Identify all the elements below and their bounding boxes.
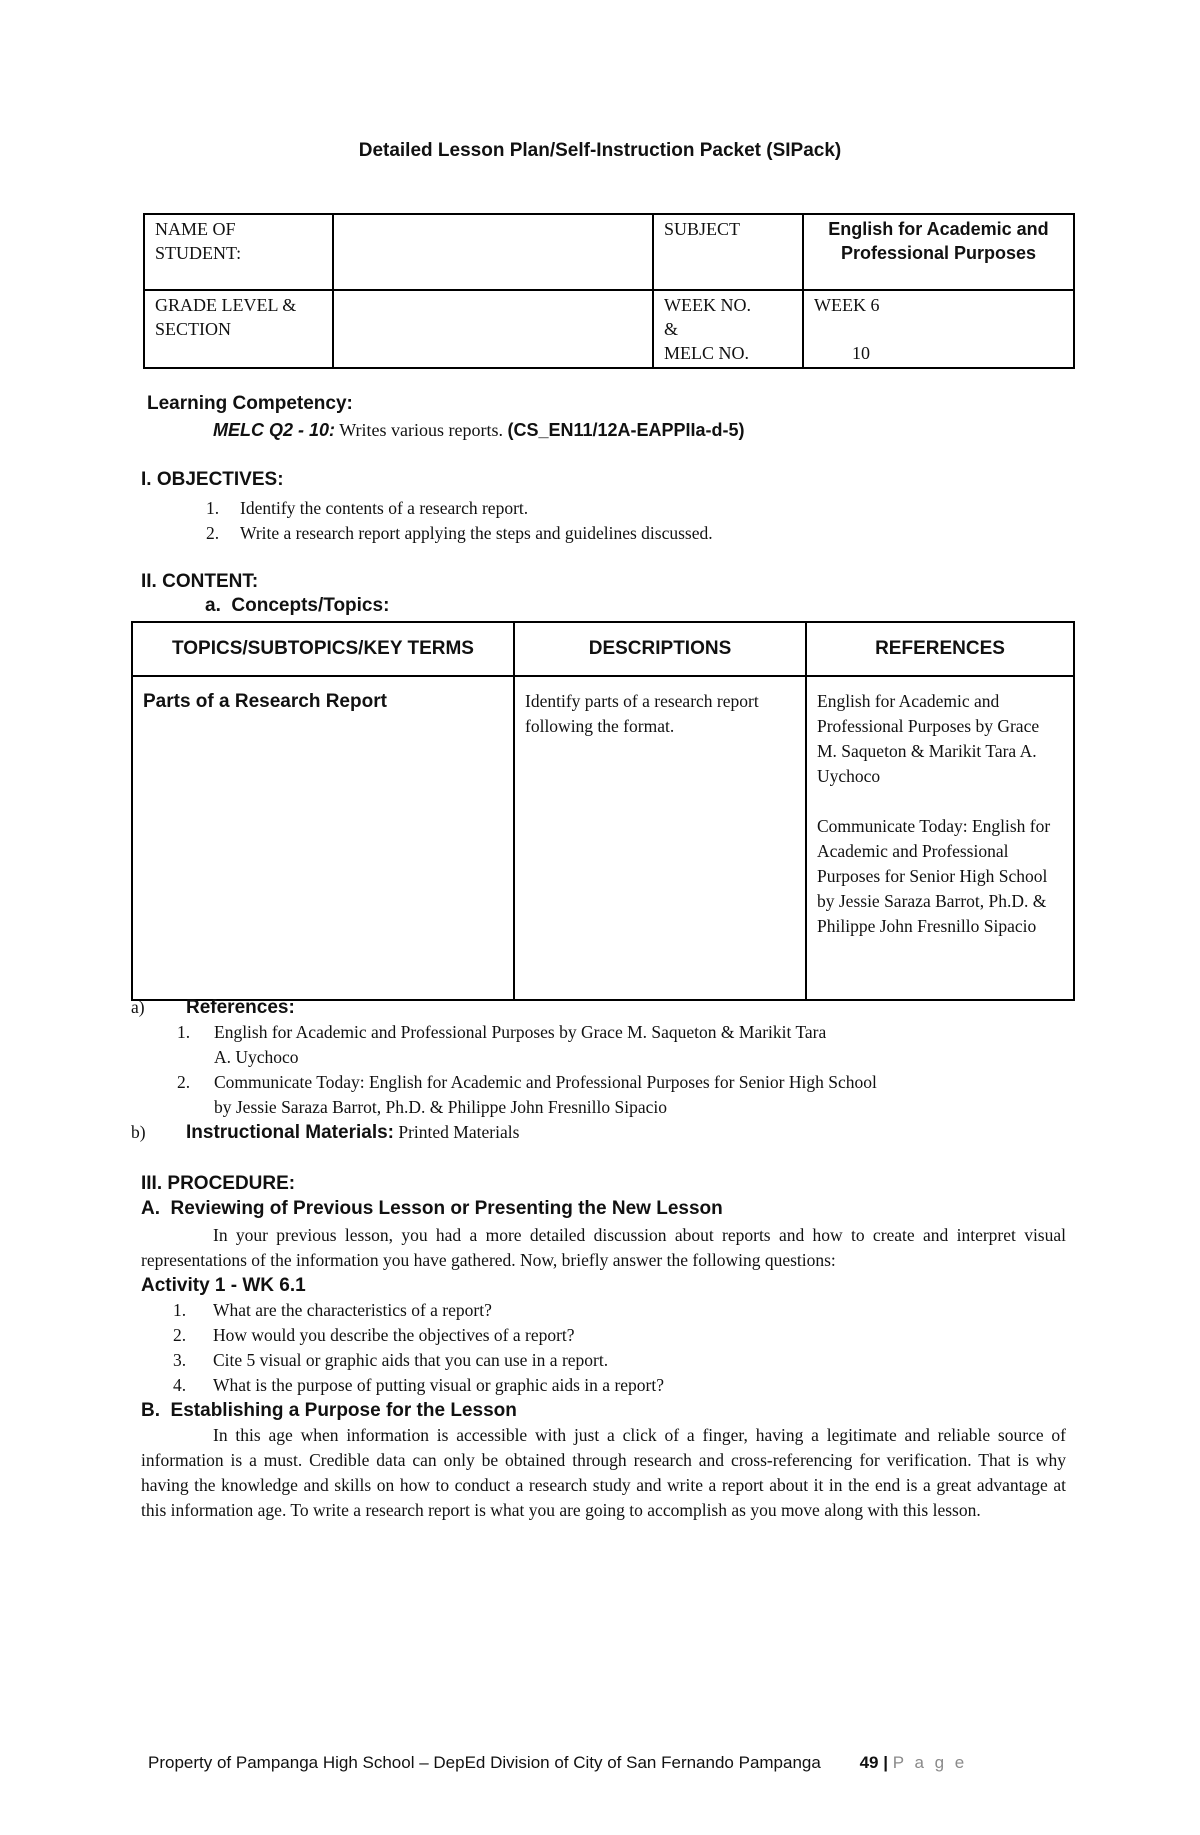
procedure-heading: III. PROCEDURE: xyxy=(141,1173,296,1194)
melc-code: MELC Q2 - 10: xyxy=(213,420,336,440)
week-melc-label xyxy=(653,290,803,368)
ref-line: by Jessie Saraza Barrot, Ph.D. & Philippe John Fresnillo Sipacio xyxy=(214,1097,668,1117)
paragraph-a: In your previous lesson, you had a more detailed discussion about reports and how to create and interpret visual representations of the information you have gathered. Now, briefly answer the following questions: xyxy=(141,1225,1066,1270)
ref-num: 1. xyxy=(177,1022,191,1042)
melc-label: MELC NO. xyxy=(664,343,749,363)
references-section xyxy=(131,995,1031,1145)
grade-level-field[interactable] xyxy=(333,290,653,368)
ref-line: A. Uychoco xyxy=(214,1047,299,1067)
melc-text: Writes various reports. xyxy=(339,420,503,440)
week-melc-value xyxy=(803,290,1074,368)
week-value: WEEK 6 xyxy=(814,295,880,315)
list-item: 2. How would you describe the objectives of a report? xyxy=(173,1325,575,1345)
materials-label: Instructional Materials: xyxy=(186,1122,394,1143)
grade-level-label: GRADE LEVEL & SECTION xyxy=(144,290,333,368)
list-item: 2. Write a research report applying the steps and guidelines discussed. xyxy=(206,523,713,543)
list-item: 4. What is the purpose of putting visual or graphic aids in a report? xyxy=(173,1375,664,1395)
name-field[interactable] xyxy=(333,214,653,290)
document-title: Detailed Lesson Plan/Self-Instruction Packet (SIPack) xyxy=(358,140,842,161)
list-item: 1. What are the characteristics of a report? xyxy=(173,1300,492,1320)
reference-1: English for Academic and Professional Purposes by Grace M. Saqueton & Marikit Tara A. Uychoco xyxy=(817,691,1040,786)
references-header: REFERENCES xyxy=(806,622,1074,676)
topics-header: TOPICS/SUBTOPICS/KEY TERMS xyxy=(132,622,514,676)
section-b-heading: B. Establishing a Purpose for the Lesson xyxy=(141,1400,517,1421)
references-cell xyxy=(806,676,1074,1000)
section-a-heading: A. Reviewing of Previous Lesson or Presenting the New Lesson xyxy=(141,1198,723,1219)
descriptions-header: DESCRIPTIONS xyxy=(514,622,806,676)
ref-num: 2. xyxy=(177,1072,191,1092)
week-label: WEEK NO. xyxy=(664,295,751,315)
melc-ref: (CS_EN11/12A-EAPPIIa-d-5) xyxy=(507,420,745,440)
materials-value: Printed Materials xyxy=(398,1122,520,1142)
objectives-list xyxy=(206,496,713,546)
procedure-body xyxy=(141,1223,1066,1523)
subject-label: SUBJECT xyxy=(653,214,803,290)
name-label: NAME OF STUDENT: xyxy=(144,214,333,290)
ref-line: Communicate Today: English for Academic and Professional Purposes for Senior High School xyxy=(214,1072,877,1092)
paragraph-b: In this age when information is accessible with just a click of a finger, having a legitimate and reliable source of information is a must. Credible data can only be obtained through research and cross-referencing for verification. That is why having the knowledge and skills on how to conduct a research study and write a report about it in the end is a great advantage at this information age. To write a research report is what you are going to accomplish as you move along with this lesson. xyxy=(141,1425,1066,1520)
subject-value: English for Academic and Professional Purposes xyxy=(803,214,1074,290)
footer-text: Property of Pampanga High School – DepEd Division of City of San Fernando Pampanga xyxy=(148,1753,821,1772)
topic-cell: Parts of a Research Report xyxy=(132,676,514,1000)
content-heading: II. CONTENT: xyxy=(141,571,259,592)
student-info-table xyxy=(143,213,1075,369)
reference-2: Communicate Today: English for Academic and Professional Purposes for Senior High School by Jessie Saraza Barrot, Ph.D. & Philippe John Fresnillo Sipacio xyxy=(817,816,1051,936)
list-item: 1. Identify the contents of a research report. xyxy=(206,498,529,518)
melc-value: 10 xyxy=(852,343,870,363)
page-number: 49 | xyxy=(859,1753,888,1772)
melc-line xyxy=(213,420,745,441)
ref-marker-b: b) xyxy=(131,1122,146,1142)
page-word: P a g e xyxy=(892,1753,968,1772)
list-item: 3. Cite 5 visual or graphic aids that you can use in a report. xyxy=(173,1350,609,1370)
description-cell: Identify parts of a research report following the format. xyxy=(514,676,806,1000)
objectives-heading: I. OBJECTIVES: xyxy=(141,469,284,490)
ampersand-label: & xyxy=(664,319,679,339)
ref-marker-a: a) xyxy=(131,997,145,1017)
ref-line: English for Academic and Professional Purposes by Grace M. Saqueton & Marikit Tara xyxy=(214,1022,827,1042)
activity-title: Activity 1 - WK 6.1 xyxy=(141,1275,306,1296)
concepts-heading: a. Concepts/Topics: xyxy=(205,595,390,616)
topics-table xyxy=(131,621,1075,1001)
learning-competency-heading: Learning Competency: xyxy=(147,393,353,414)
references-heading: References: xyxy=(186,997,295,1018)
page-footer xyxy=(148,1753,967,1773)
activity-list xyxy=(141,1298,1066,1398)
